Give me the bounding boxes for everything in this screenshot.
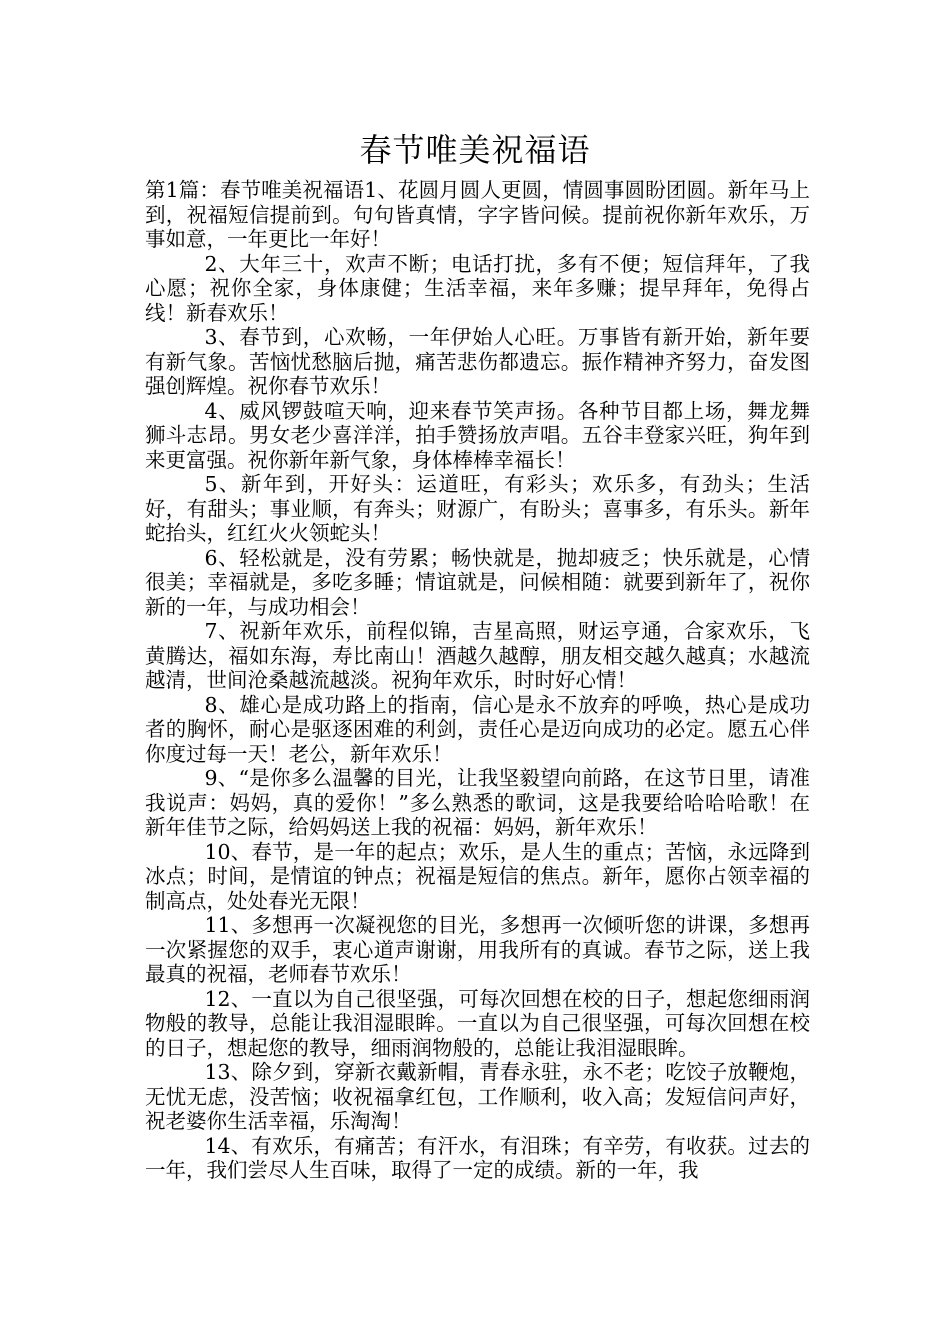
paragraph-4: 4、威风锣鼓喧天响，迎来春节笑声扬。各种节目都上场，舞龙舞狮斗志昂。男女老少喜洋洋，拍手赞扬放声唱。五谷丰登家兴旺，狗年到来更富强。祝你新年新气象，身体棒棒幸福长！ (145, 398, 810, 472)
paragraph-9: 9、“是你多么温馨的目光，让我坚毅望向前路，在这节日里，请准我说声：妈妈，真的爱你！”多么熟悉的歌词，这是我要给哈哈哈歌！在新年佳节之际，给妈妈送上我的祝福：妈妈，新年欢乐！ (145, 766, 810, 839)
paragraph-1: 第1篇：春节唯美祝福语1、花圆月圆人更圆，情圆事圆盼团圆。新年马上到，祝福短信提前到。句句皆真情，字字皆问候。提前祝你新年欢乐，万事如意，一年更比一年好！ (145, 178, 810, 251)
paragraph-14: 14、有欢乐，有痛苦；有汗水，有泪珠；有辛劳，有收获。过去的一年，我们尝尽人生百味，取得了一定的成绩。新的一年，我 (145, 1133, 810, 1182)
paragraph-10: 10、春节，是一年的起点；欢乐，是人生的重点；苦恼，永远降到冰点；时间，是情谊的钟点；祝福是短信的焦点。新年，愿你占领幸福的制高点，处处春光无限！ (145, 839, 810, 913)
paragraph-7: 7、祝新年欢乐，前程似锦，吉星高照，财运亨通，合家欢乐，飞黄腾达，福如东海，寿比南山！酒越久越醇，朋友相交越久越真；水越流越清，世间沧桑越流越淡。祝狗年欢乐，时时好心情！ (145, 619, 810, 692)
paragraph-12: 12、一直以为自己很坚强，可每次回想在校的日子，想起您细雨润物般的教导，总能让我泪湿眼眸。一直以为自己很坚强，可每次回想在校的日子，想起您的教导，细雨润物般的，总能让我泪湿眼眸。 (145, 986, 810, 1060)
paragraph-3: 3、春节到，心欢畅，一年伊始人心旺。万事皆有新开始，新年要有新气象。苦恼忧愁脑后抛，痛苦悲伤都遗忘。振作精神齐努力，奋发图强创辉煌。祝你春节欢乐！ (145, 325, 810, 398)
paragraph-5: 5、新年到，开好头：运道旺，有彩头；欢乐多，有劲头；生活好，有甜头；事业顺，有奔头；财源广，有盼头；喜事多，有乐头。新年蛇抬头，红红火火领蛇头！ (145, 472, 810, 545)
paragraph-13: 13、除夕到，穿新衣戴新帽，青春永驻，永不老；吃饺子放鞭炮，无忧无虑，没苦恼；收祝福拿红包，工作顺利，收入高；发短信问声好，祝老婆你生活幸福，乐淘淘！ (145, 1060, 810, 1133)
document-title: 春节唯美祝福语 (359, 131, 591, 169)
paragraph-8: 8、雄心是成功路上的指南，信心是永不放弃的呼唤，热心是成功者的胸怀，耐心是驱逐困难的利剑，责任心是迈向成功的必定。愿五心伴你度过每一天！老公，新年欢乐！ (145, 692, 810, 766)
paragraph-6: 6、轻松就是，没有劳累；畅快就是，抛却疲乏；快乐就是，心情很美；幸福就是，多吃多睡；情谊就是，问候相随：就要到新年了，祝你新的一年，与成功相会！ (145, 545, 810, 619)
document-body (145, 178, 810, 1183)
paragraph-2: 2、大年三十，欢声不断；电话打扰，多有不便；短信拜年，了我心愿；祝你全家，身体康健；生活幸福，来年多赚；提早拜年，免得占线！新春欢乐！ (145, 251, 810, 325)
paragraph-11: 11、多想再一次凝视您的目光，多想再一次倾听您的讲课，多想再一次紧握您的双手，衷心道声谢谢，用我所有的真诚。春节之际，送上我最真的祝福，老师春节欢乐！ (145, 913, 810, 986)
